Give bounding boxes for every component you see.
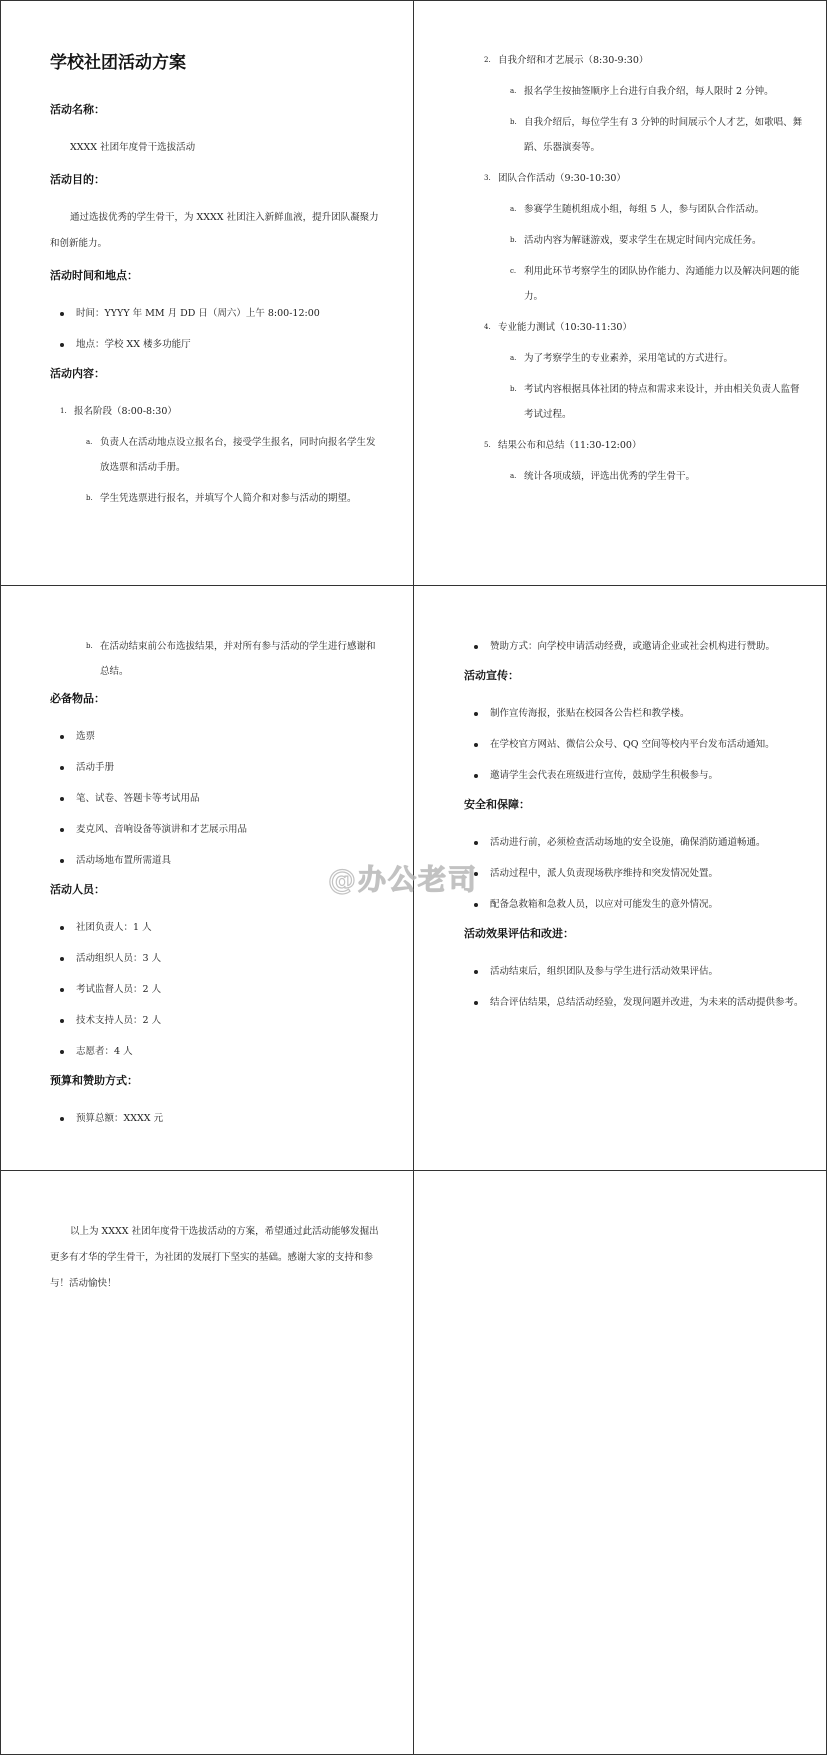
bullet-icon (474, 743, 478, 747)
step-label: 报名阶段（8:00-8:30） (74, 406, 177, 417)
sub-marker: c. (510, 267, 517, 275)
page-2 (414, 0, 827, 585)
bullet-icon (60, 735, 64, 739)
sub-marker: a. (510, 472, 517, 480)
sub-item (474, 259, 807, 309)
bullet-icon (60, 828, 64, 832)
list-item-text: 活动手册 (76, 762, 115, 773)
sub-item (474, 79, 807, 104)
section-heading-promo: 活动宣传： (464, 669, 519, 682)
page-1 (0, 0, 413, 585)
bullet-icon (60, 1050, 64, 1054)
bullet-icon (474, 645, 478, 649)
list-item-text: 配备急救箱和急救人员，以应对可能发生的意外情况。 (490, 899, 719, 910)
sub-text: 学生凭选票进行报名，并填写个人简介和对参与活动的期望。 (100, 493, 357, 504)
list-item (50, 755, 383, 780)
list-item-text: 选票 (76, 731, 96, 742)
activity-name: XXXX 社团年度骨干选拔活动 (70, 142, 196, 153)
list-item-text: 赞助方式：向学校申请活动经费，或邀请企业或社会机构进行赞助。 (490, 641, 776, 652)
sub-marker: b. (510, 118, 517, 126)
section-heading-safety: 安全和保障： (464, 798, 530, 811)
sub-text: 为了考察学生的专业素养，采用笔试的方式进行。 (524, 353, 734, 364)
list-item-text: 社团负责人：1 人 (76, 922, 152, 933)
step-item (50, 399, 383, 424)
sub-marker: b. (510, 385, 517, 393)
budget-list (50, 1106, 383, 1131)
list-item-text: 麦克风、音响设备等演讲和才艺展示用品 (76, 824, 248, 835)
section-heading-eval: 活动效果评估和改进： (464, 927, 574, 940)
list-item-text: 时间：YYYY 年 MM 月 DD 日（周六）上午 8:00-12:00 (76, 308, 320, 319)
step-item (474, 48, 807, 73)
sub-marker: b. (510, 236, 517, 244)
list-item (50, 817, 383, 842)
bullet-icon (60, 343, 64, 347)
list-item-text: 活动进行前，必须检查活动场地的安全设施，确保消防通道畅通。 (490, 837, 766, 848)
bullet-icon (474, 903, 478, 907)
step-marker: 3. (484, 174, 491, 182)
sub-marker: a. (510, 354, 517, 362)
list-item-text: 活动组织人员：3 人 (76, 953, 162, 964)
page-5 (0, 1171, 413, 1756)
section-heading-supplies: 必备物品： (50, 692, 105, 705)
section-heading-name: 活动名称： (50, 103, 105, 116)
closing-paragraph: 以上为 XXXX 社团年度骨干选拔活动的方案，希望通过此活动能够发掘出更多有才华的学生骨干，为社团的发展打下坚实的基础。感谢大家的支持和参与！活动愉快！ (50, 1226, 379, 1289)
list-item-text: 地点：学校 XX 楼多功能厅 (76, 339, 191, 350)
list-item-text: 笔、试卷、答题卡等考试用品 (76, 793, 200, 804)
step-item (474, 166, 807, 191)
list-item (464, 990, 807, 1015)
bullet-icon (474, 841, 478, 845)
sub-item (474, 110, 807, 160)
supplies-list (50, 724, 383, 873)
list-item-text: 邀请学生会代表在班级进行宣传，鼓励学生积极参与。 (490, 770, 719, 781)
list-item (464, 830, 807, 855)
eval-list (464, 959, 807, 1015)
bullet-icon (474, 970, 478, 974)
list-item (50, 946, 383, 971)
step-marker: 4. (484, 323, 491, 331)
bullet-icon (60, 988, 64, 992)
list-item-text: 结合评估结果，总结活动经验，发现问题并改进，为未来的活动提供参考。 (490, 997, 804, 1008)
sub-marker: b. (86, 642, 93, 650)
list-item (50, 1039, 383, 1064)
list-item (50, 977, 383, 1002)
list-item (464, 892, 807, 917)
bullet-icon (60, 766, 64, 770)
bullet-icon (60, 926, 64, 930)
list-item-text: 考试监督人员：2 人 (76, 984, 162, 995)
list-item (50, 1106, 383, 1131)
list-item (464, 634, 807, 659)
list-item (50, 724, 383, 749)
step-label: 专业能力测试（10:30-11:30） (498, 322, 632, 333)
sub-item (50, 430, 383, 480)
safety-list (464, 830, 807, 917)
section-heading-purpose: 活动目的： (50, 173, 105, 186)
list-item (50, 1008, 383, 1033)
sub-text: 利用此环节考察学生的团队协作能力、沟通能力以及解决问题的能力。 (524, 266, 800, 302)
list-item (50, 332, 383, 357)
list-item-text: 活动结束后，组织团队及参与学生进行活动效果评估。 (490, 966, 719, 977)
sub-text: 报名学生按抽签顺序上台进行自我介绍，每人限时 2 分钟。 (524, 86, 774, 97)
sub-text: 负责人在活动地点设立报名台，接受学生报名，同时向报名学生发放选票和活动手册。 (100, 437, 376, 473)
sub-item (474, 228, 807, 253)
step-label: 自我介绍和才艺展示（8:30-9:30） (498, 55, 649, 66)
list-item (464, 959, 807, 984)
list-item (50, 301, 383, 326)
sub-marker: b. (86, 494, 93, 502)
section-heading-content: 活动内容： (50, 367, 105, 380)
sub-marker: a. (510, 87, 517, 95)
list-item-text: 活动过程中，派人负责现场秩序维持和突发情况处置。 (490, 868, 719, 879)
step-label: 团队合作活动（9:30-10:30） (498, 173, 626, 184)
sub-item (474, 346, 807, 371)
list-item (50, 915, 383, 940)
list-item-text: 技术支持人员：2 人 (76, 1015, 162, 1026)
section-heading-budget: 预算和赞助方式： (50, 1074, 138, 1087)
list-item-text: 活动场地布置所需道具 (76, 855, 172, 866)
sub-item (50, 486, 383, 511)
purpose-text: 通过选拔优秀的学生骨干，为 XXXX 社团注入新鲜血液，提升团队凝聚力和创新能力。 (50, 212, 379, 249)
list-item-text: 在学校官方网站、微信公众号、QQ 空间等校内平台发布活动通知。 (490, 739, 775, 750)
document-title: 学校社团活动方案 (50, 53, 186, 73)
bullet-icon (474, 712, 478, 716)
list-item (464, 701, 807, 726)
bullet-icon (474, 774, 478, 778)
step-marker: 5. (484, 441, 491, 449)
bullet-icon (60, 957, 64, 961)
list-item (464, 732, 807, 757)
sub-text: 在活动结束前公布选拔结果，并对所有参与活动的学生进行感谢和总结。 (100, 641, 376, 677)
step-item (474, 315, 807, 340)
sub-item (474, 197, 807, 222)
step-marker: 1. (60, 407, 67, 415)
sub-item (474, 464, 807, 489)
sub-text: 统计各项成绩，评选出优秀的学生骨干。 (524, 471, 696, 482)
sub-text: 参赛学生随机组成小组，每组 5 人，参与团队合作活动。 (524, 204, 765, 215)
section-heading-staff: 活动人员： (50, 883, 105, 896)
sub-marker: a. (86, 438, 93, 446)
step-marker: 2. (484, 56, 491, 64)
bullet-icon (60, 1019, 64, 1023)
list-item (50, 786, 383, 811)
bullet-icon (60, 859, 64, 863)
list-item (464, 763, 807, 788)
sub-marker: a. (510, 205, 517, 213)
sub-item (474, 377, 807, 427)
step-label: 结果公布和总结（11:30-12:00） (498, 440, 642, 451)
step-item (474, 433, 807, 458)
time-list (50, 301, 383, 357)
list-item-text: 预算总额：XXXX 元 (76, 1113, 164, 1124)
list-item-text: 制作宣传海报，张贴在校园各公告栏和教学楼。 (490, 708, 690, 719)
bullet-icon (60, 1117, 64, 1121)
bullet-icon (60, 797, 64, 801)
sub-text: 考试内容根据具体社团的特点和需求来设计，并由相关负责人监督考试过程。 (524, 384, 800, 420)
sponsor-list (464, 634, 807, 659)
list-item (464, 861, 807, 886)
sub-item (50, 634, 383, 684)
watermark: @办公老司 (328, 863, 479, 896)
sub-text: 自我介绍后，每位学生有 3 分钟的时间展示个人才艺，如歌唱、舞蹈、乐器演奏等。 (524, 117, 803, 153)
section-heading-time: 活动时间和地点： (50, 269, 138, 282)
promo-list (464, 701, 807, 788)
bullet-icon (60, 312, 64, 316)
list-item-text: 志愿者：4 人 (76, 1046, 133, 1057)
bullet-icon (474, 1001, 478, 1005)
staff-list (50, 915, 383, 1064)
sub-text: 活动内容为解谜游戏，要求学生在规定时间内完成任务。 (524, 235, 762, 246)
